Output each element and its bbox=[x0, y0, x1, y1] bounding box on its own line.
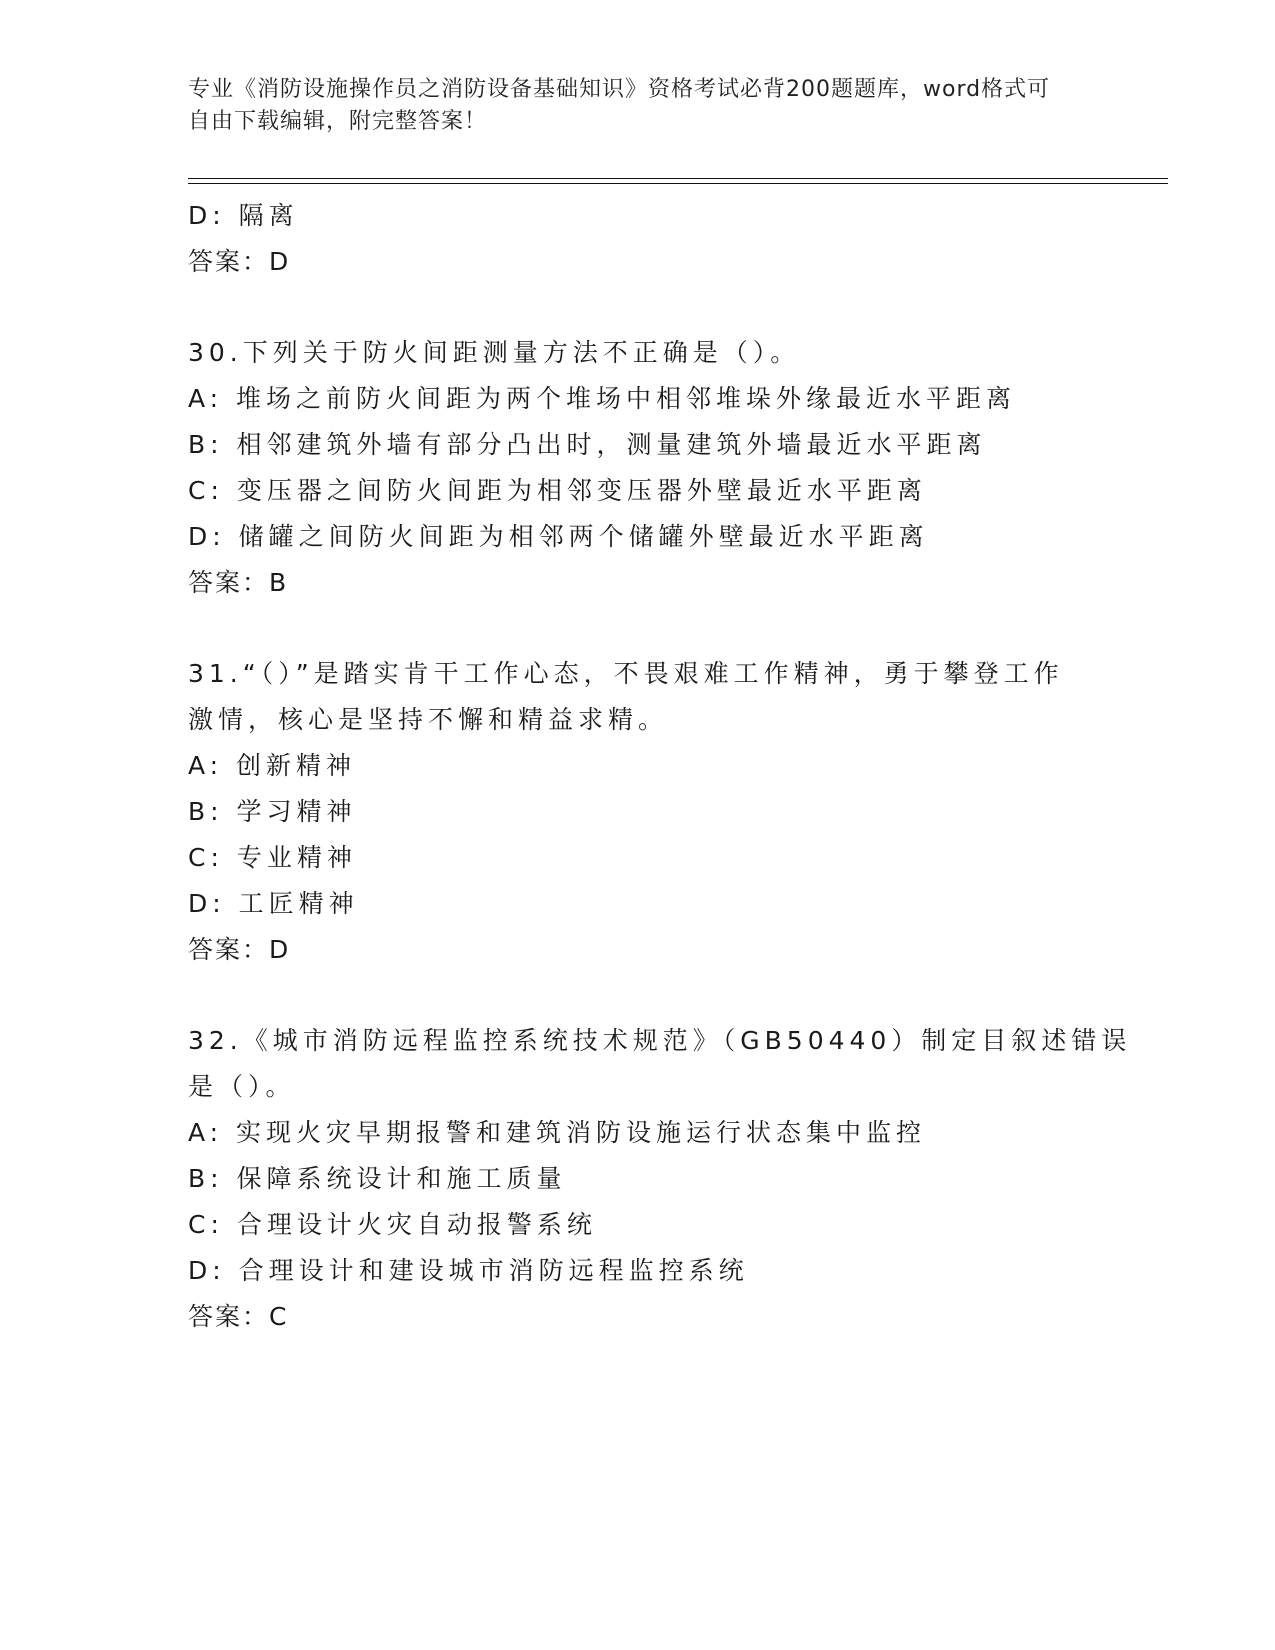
option-a: A: 堆场之前防火间距为两个堆场中相邻堆垛外缘最近水平距离 bbox=[188, 384, 1017, 413]
question-stem-line-1: 31.“（）”是踏实肯干工作心态，不畏艰难工作精神，勇于攀登工作 bbox=[188, 659, 1064, 688]
option-a: A: 创新精神 bbox=[188, 751, 357, 780]
option-c: C: 变压器之间防火间距为相邻变压器外壁最近水平距离 bbox=[188, 476, 927, 505]
question-stem-line-1: 32.《城市消防远程监控系统技术规范》（GB50440）制定目叙述错误 bbox=[188, 1026, 1132, 1055]
question-stem-line-2: 激情，核心是坚持不懈和精益求精。 bbox=[188, 705, 669, 734]
option-b: B: 保障系统设计和施工质量 bbox=[188, 1164, 567, 1193]
question-stem: 30.下列关于防火间距测量方法不正确是（）。 bbox=[188, 338, 801, 367]
question-30 bbox=[188, 330, 1088, 606]
option-c: C: 合理设计火灾自动报警系统 bbox=[188, 1210, 597, 1239]
question-fragment bbox=[188, 193, 1088, 285]
answer-line: 答案：D bbox=[188, 247, 291, 276]
option-d: D: 隔离 bbox=[188, 201, 299, 230]
option-d: D: 合理设计和建设城市消防远程监控系统 bbox=[188, 1256, 749, 1285]
option-d: D: 储罐之间防火间距为相邻两个储罐外壁最近水平距离 bbox=[188, 522, 929, 551]
document-header: 专业《消防设施操作员之消防设备基础知识》资格考试必背200题题库，word格式可自由下载编辑，附完整答案！ bbox=[188, 77, 1051, 134]
answer-line: 答案：D bbox=[188, 935, 291, 964]
option-a: A: 实现火灾早期报警和建筑消防设施运行状态集中监控 bbox=[188, 1118, 927, 1147]
spacer bbox=[188, 973, 1088, 1018]
question-list bbox=[188, 193, 1132, 1340]
spacer bbox=[188, 285, 1088, 330]
question-31 bbox=[188, 651, 1088, 973]
option-b: B: 相邻建筑外墙有部分凸出时，测量建筑外墙最近水平距离 bbox=[188, 430, 987, 459]
answer-line: 答案：B bbox=[188, 568, 289, 597]
header-rule-top bbox=[188, 178, 1168, 179]
question-32 bbox=[188, 1018, 1132, 1340]
option-b: B: 学习精神 bbox=[188, 797, 357, 826]
option-c: C: 专业精神 bbox=[188, 843, 357, 872]
header-rule-bottom bbox=[188, 183, 1168, 184]
option-d: D: 工匠精神 bbox=[188, 889, 359, 918]
question-stem-line-2: 是（）。 bbox=[188, 1072, 296, 1101]
spacer bbox=[188, 606, 1088, 651]
answer-line: 答案：C bbox=[188, 1302, 289, 1331]
